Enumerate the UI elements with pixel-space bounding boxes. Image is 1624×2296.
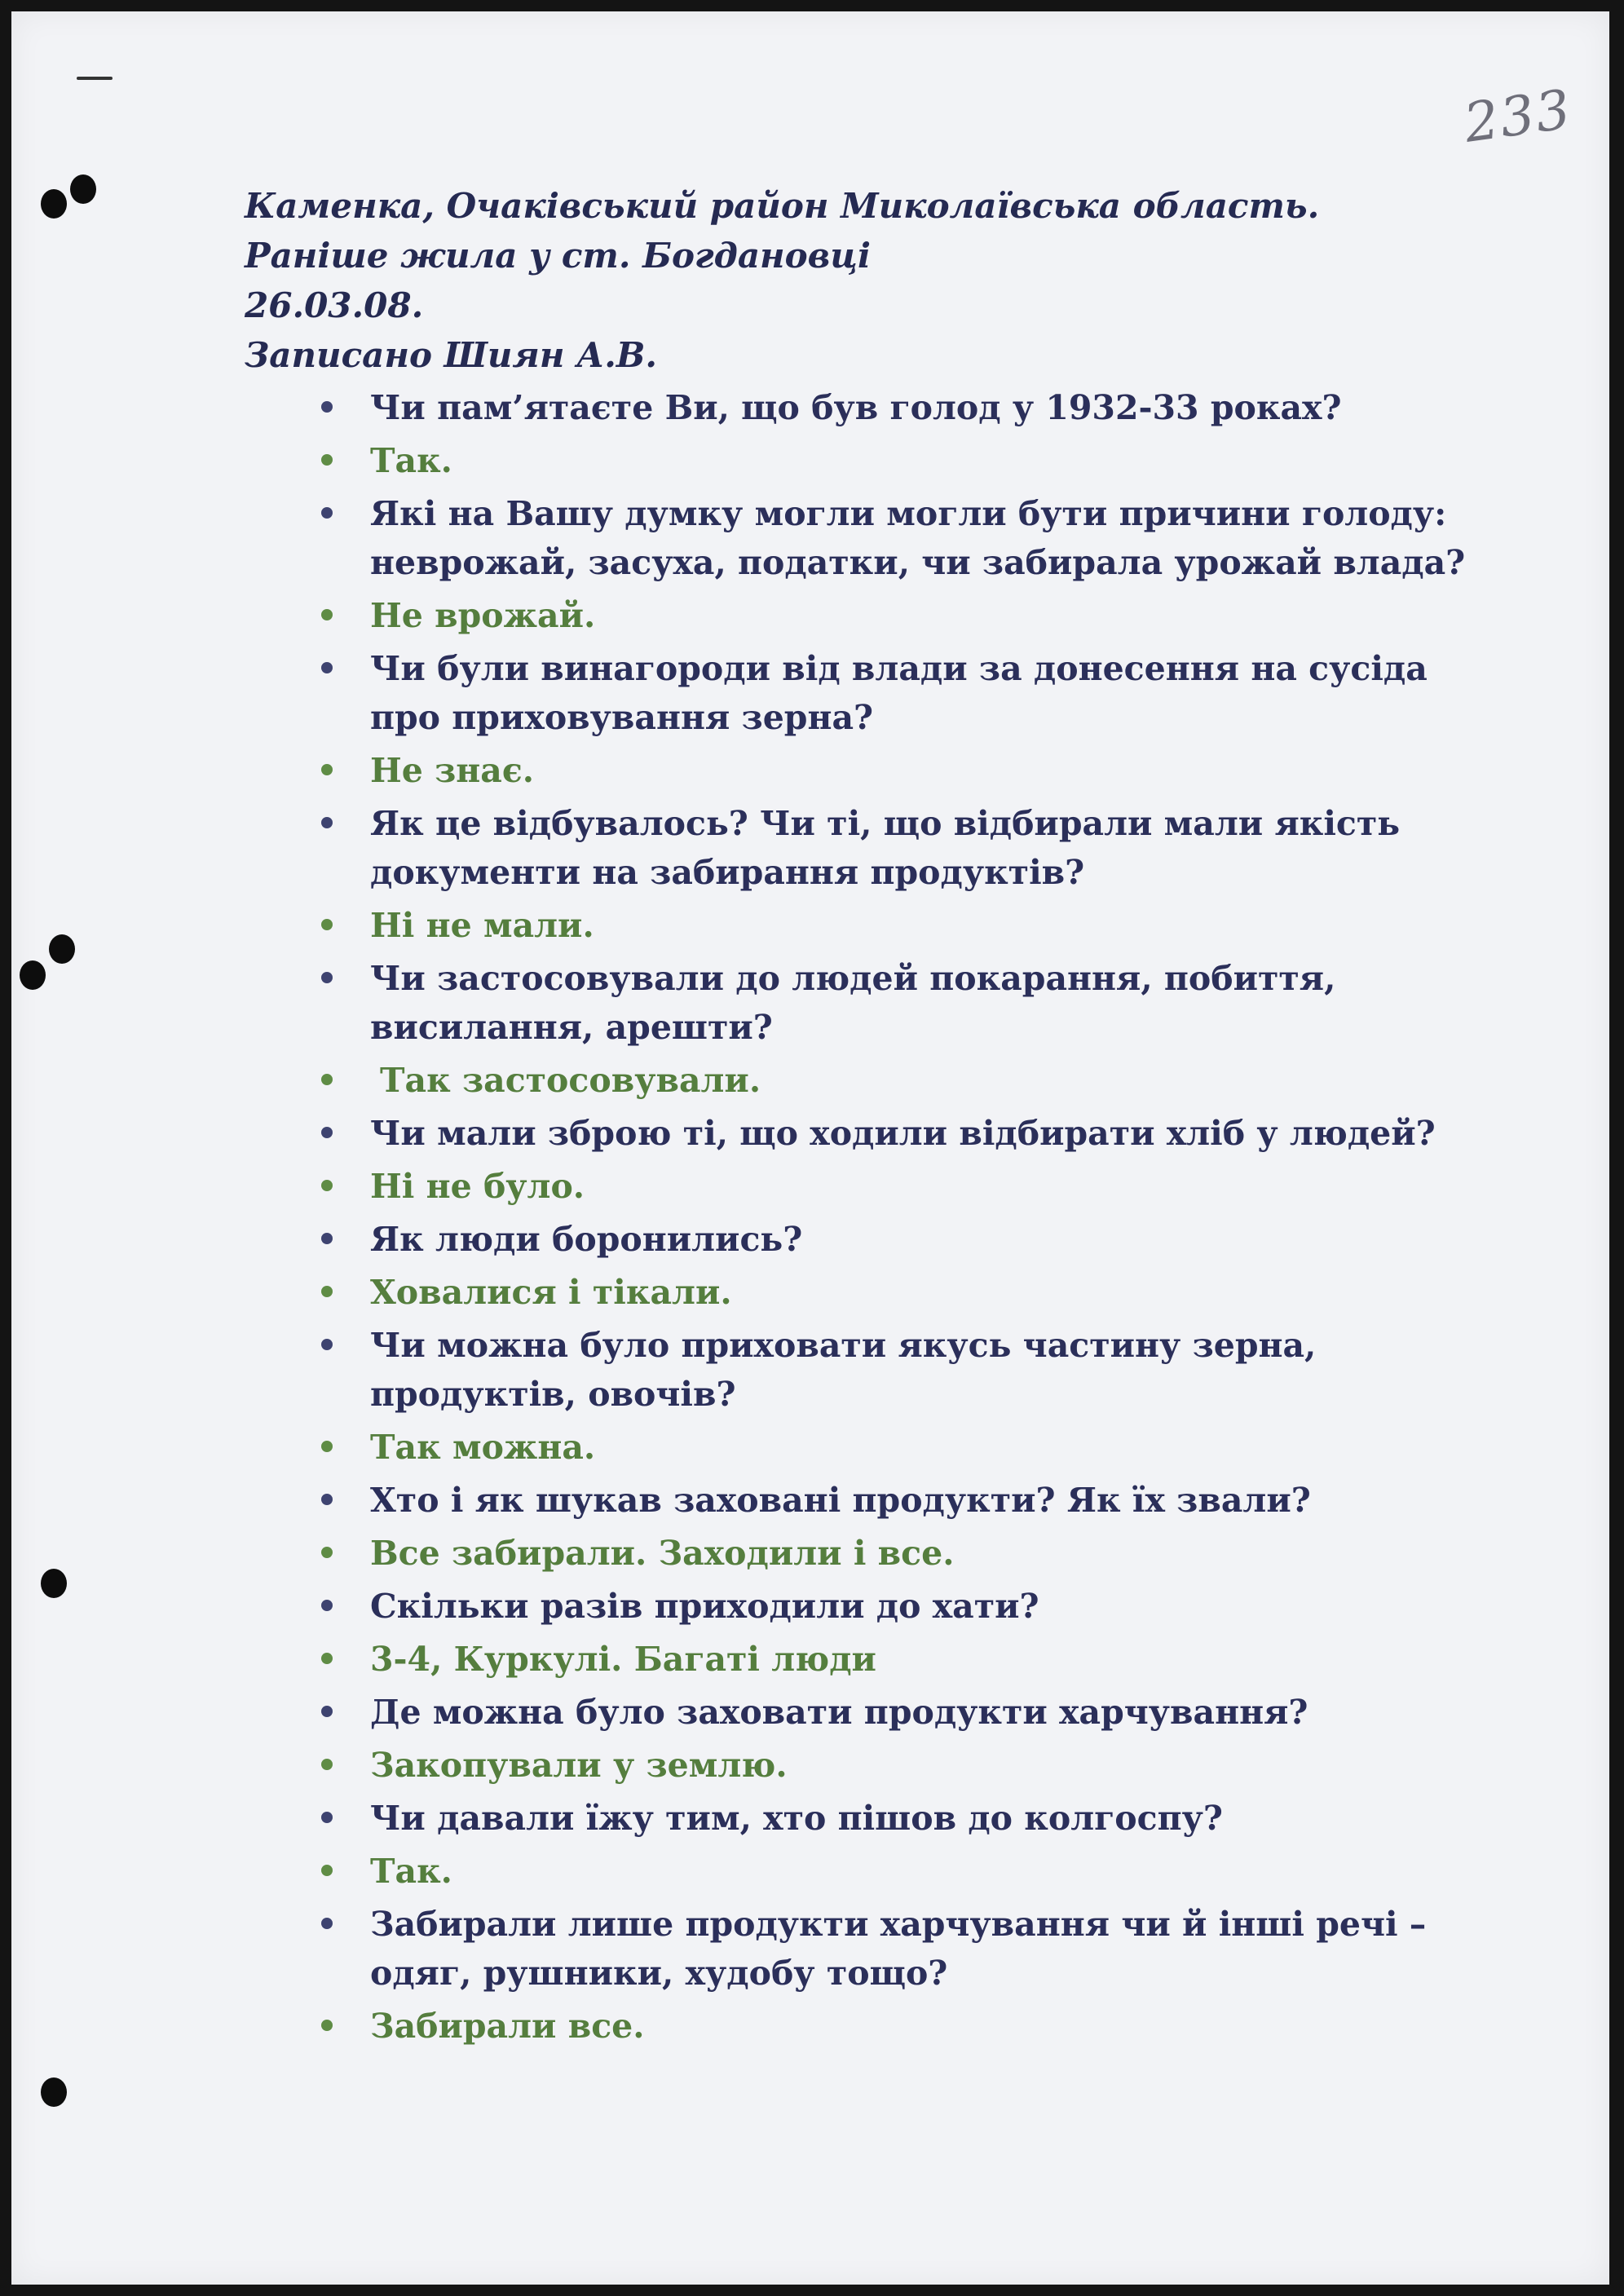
question-item (321, 1688, 1495, 1737)
punch-hole (70, 174, 96, 204)
answer-item (321, 2002, 1495, 2051)
bullet-icon (321, 1547, 333, 1558)
bullet-icon (321, 1759, 333, 1770)
date-line: 26.03.08. (245, 285, 424, 325)
question-item (321, 1321, 1495, 1419)
bullet-icon (321, 919, 333, 930)
answer-item (321, 1635, 1495, 1684)
answer-item (321, 591, 1495, 640)
answer-item (321, 1423, 1495, 1472)
question-text: Як це відбувалось? Чи ті, що відбирали мали якість документи на забирання продуктів? (370, 804, 1401, 892)
question-text: Чи пам’ятаєте Ви, що був голод у 1932-33 роках? (370, 388, 1342, 427)
bullet-icon (321, 1918, 333, 1929)
document-header (245, 181, 1319, 380)
punch-hole (49, 934, 75, 964)
bullet-icon (321, 2020, 333, 2031)
question-text: Чи давали їжу тим, хто пішов до колгоспу? (370, 1799, 1223, 1838)
document-page (11, 11, 1609, 2285)
answer-item (321, 1741, 1495, 1790)
previous-residence-line: Раніше жила у ст. Богдановці (245, 236, 871, 276)
answer-text: Ні не було. (370, 1167, 585, 1206)
bullet-icon (321, 817, 333, 828)
question-text: Чи застосовували до людей покарання, побиття, висилання, арешти? (370, 959, 1336, 1047)
question-text: Які на Вашу думку могли могли бути причини голоду: неврожай, засуха, податки, чи забирала урожай влада? (370, 494, 1466, 582)
answer-item (321, 1529, 1495, 1578)
answer-text: Закопували у землю. (370, 1746, 788, 1785)
answer-item (321, 746, 1495, 795)
question-item (321, 1582, 1495, 1631)
answer-text: Так. (370, 1852, 452, 1891)
bullet-icon (321, 1494, 333, 1505)
answer-text: 3-4, Куркулі. Багаті люди (370, 1640, 876, 1679)
punch-hole (41, 2077, 67, 2107)
bullet-icon (321, 1706, 333, 1717)
answer-item (321, 1847, 1495, 1896)
bullet-icon (321, 1286, 333, 1297)
bullet-icon (321, 609, 333, 620)
interview-list (321, 383, 1495, 2055)
bullet-icon (321, 1441, 333, 1452)
question-text: Чи були винагороди від влади за донесення на сусіда про приховування зерна? (370, 649, 1428, 737)
bullet-icon (321, 1233, 333, 1244)
bullet-icon (321, 1127, 333, 1138)
answer-item (321, 1162, 1495, 1211)
question-item (321, 799, 1495, 897)
answer-item (321, 436, 1495, 485)
question-text: Чи можна було приховати якусь частину зерна, продуктів, овочів? (370, 1326, 1317, 1414)
answer-text: Не врожай. (370, 596, 596, 635)
bullet-icon (321, 507, 333, 519)
answer-text: Забирали все. (370, 2007, 645, 2046)
recorder-line: Записано Шиян А.В. (245, 335, 658, 375)
bullet-icon (321, 1865, 333, 1876)
answer-text: Так застосовували. (380, 1061, 761, 1100)
answer-text: Ховалися і тікали. (370, 1273, 732, 1312)
bullet-icon (321, 1339, 333, 1350)
answer-text: Все забирали. Заходили і все. (370, 1534, 955, 1573)
answer-item (321, 1268, 1495, 1317)
bullet-icon (321, 454, 333, 466)
question-text: Як люди боронились? (370, 1220, 803, 1259)
question-item (321, 1109, 1495, 1158)
question-item (321, 1215, 1495, 1264)
question-item (321, 383, 1495, 432)
question-text: Скільки разів приходили до хати? (370, 1587, 1039, 1626)
answer-text: Так. (370, 441, 452, 480)
handwritten-page-number: 233 (1460, 77, 1576, 155)
question-item (321, 954, 1495, 1052)
bullet-icon (321, 401, 333, 413)
bullet-icon (321, 1180, 333, 1191)
question-text: Хто і як шукав заховані продукти? Як їх звали? (370, 1481, 1311, 1520)
bullet-icon (321, 764, 333, 775)
question-text: Чи мали зброю ті, що ходили відбирати хліб у людей? (370, 1114, 1436, 1153)
bullet-icon (321, 1653, 333, 1664)
punch-hole (41, 1569, 67, 1598)
bullet-icon (321, 1812, 333, 1823)
question-text: Де можна було заховати продукти харчування? (370, 1693, 1308, 1732)
bullet-icon (321, 972, 333, 983)
bullet-icon (321, 662, 333, 673)
punch-hole (20, 960, 46, 990)
answer-item (321, 901, 1495, 950)
bullet-icon (321, 1600, 333, 1611)
question-item (321, 1900, 1495, 1998)
answer-text: Не знає. (370, 751, 535, 790)
question-item (321, 644, 1495, 742)
answer-item (321, 1056, 1495, 1105)
question-item (321, 1476, 1495, 1525)
answer-text: Ні не мали. (370, 906, 594, 945)
punch-hole (41, 189, 67, 219)
question-item (321, 489, 1495, 587)
answer-text: Так можна. (370, 1428, 596, 1467)
question-text: Забирали лише продукти харчування чи й інші речі – одяг, рушники, худобу тощо? (370, 1905, 1427, 1993)
bullet-icon (321, 1074, 333, 1085)
pen-mark (77, 77, 113, 80)
location-line: Каменка, Очаківський район Миколаївська область. (245, 186, 1320, 226)
question-item (321, 1794, 1495, 1843)
